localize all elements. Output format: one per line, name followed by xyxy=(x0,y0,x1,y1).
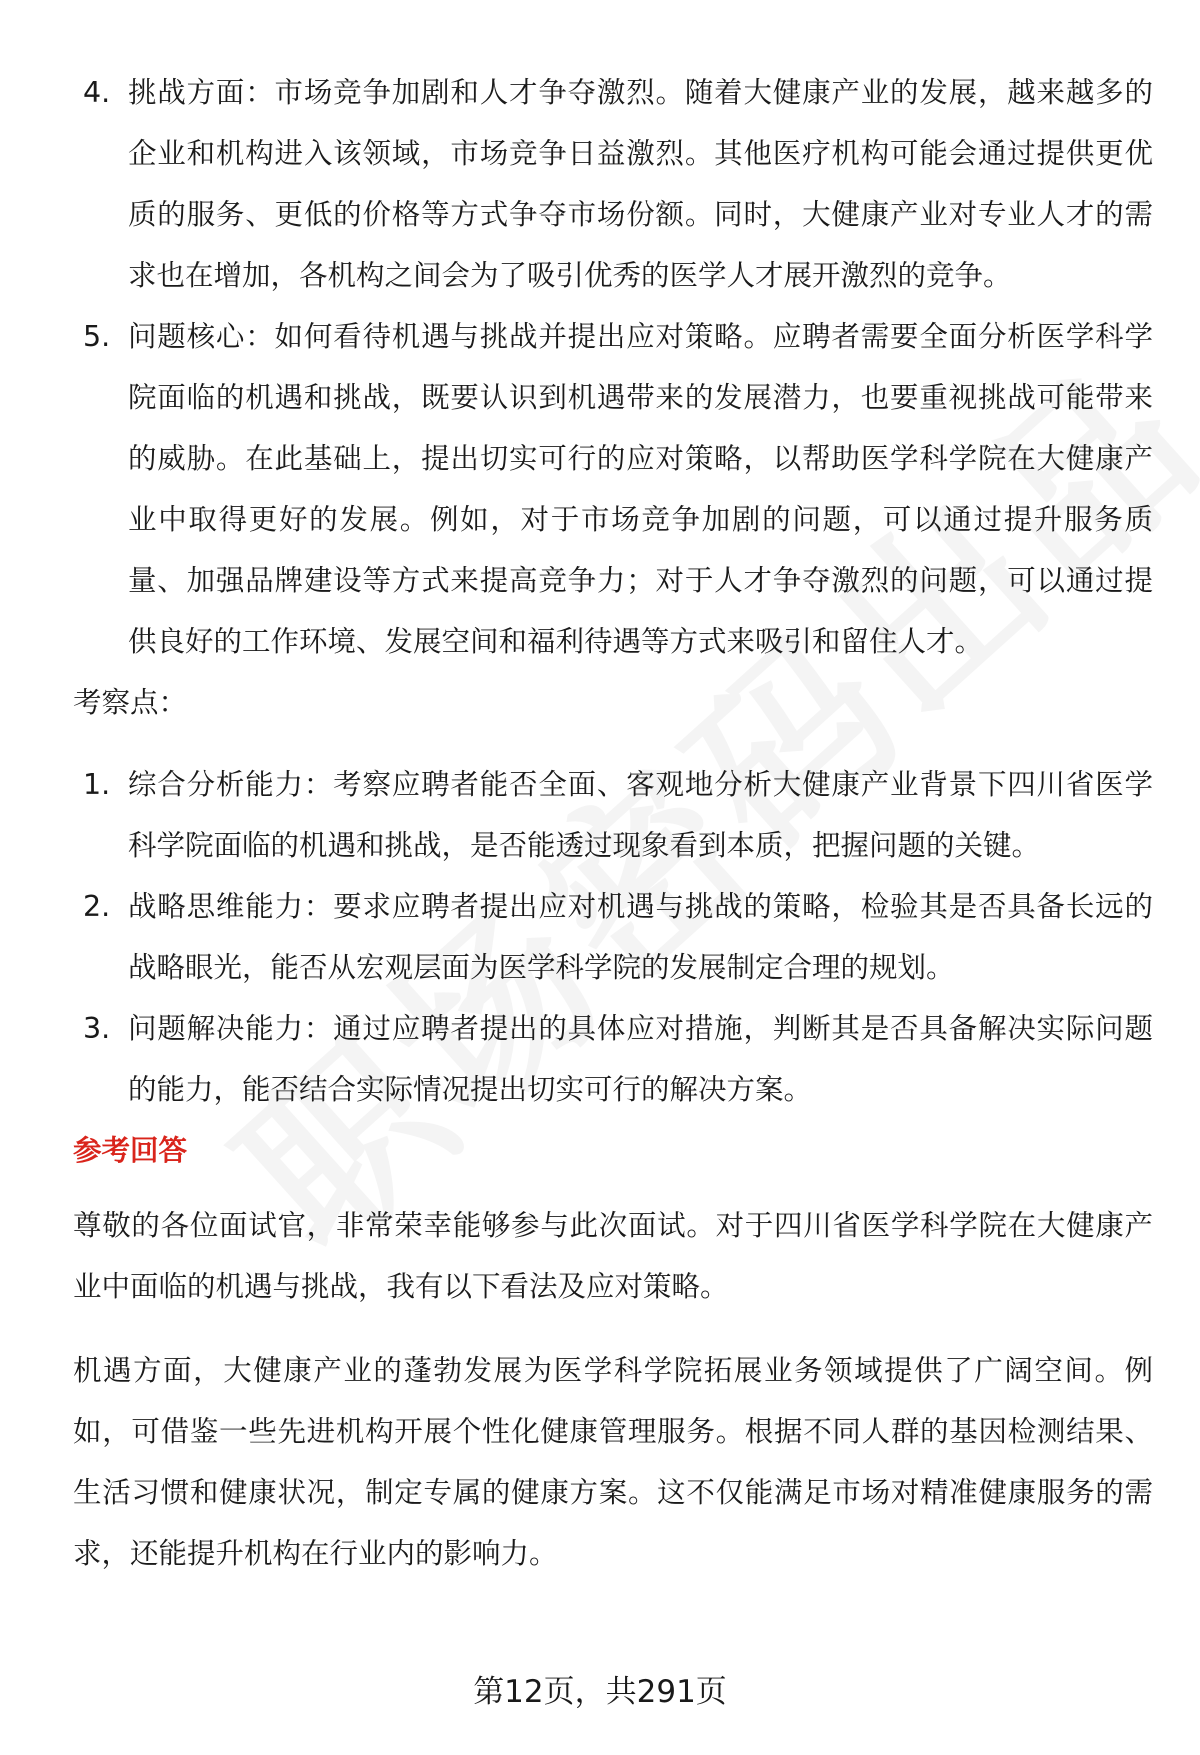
list-item-text: 挑战方面：市场竞争加剧和人才争夺激烈。随着大健康产业的发展，越来越多的企业和机构进入该领域，市场竞争日益激烈。其他医疗机构可能会通过提供更优质的服务、更低的价格等方式争夺市场份额。同时，大健康产业对专业人才的需求也在增加，各机构之间会为了吸引优秀的医学人才展开激烈的竞争。 xyxy=(128,76,1153,292)
list-item-number: 4. xyxy=(83,76,111,109)
list-item-text: 战略思维能力：要求应聘者提出应对机遇与挑战的策略，检验其是否具备长远的战略眼光，能否从宏观层面为医学科学院的发展制定合理的规划。 xyxy=(128,890,1153,984)
list-item xyxy=(73,876,1153,998)
list-item-text: 问题解决能力：通过应聘者提出的具体应对措施，判断其是否具备解决实际问题的能力，能否结合实际情况提出切实可行的解决方案。 xyxy=(128,1012,1153,1106)
page-number: 第12页，共291页 xyxy=(473,1674,727,1710)
reference-paragraph: 尊敬的各位面试官，非常荣幸能够参与此次面试。对于四川省医学科学院在大健康产业中面临的机遇与挑战，我有以下看法及应对策略。 xyxy=(73,1209,1153,1303)
reference-paragraph: 机遇方面，大健康产业的蓬勃发展为医学科学院拓展业务领域提供了广阔空间。例如，可借鉴一些先进机构开展个性化健康管理服务。根据不同人群的基因检测结果、生活习惯和健康状况，制定专属的健康方案。这不仅能满足市场对精准健康服务的需求，还能提升机构在行业内的影响力。 xyxy=(73,1354,1153,1570)
list-item xyxy=(73,306,1153,672)
kaochadian-heading: 考察点： xyxy=(73,686,188,719)
list-item xyxy=(73,62,1153,306)
list-item-text: 综合分析能力：考察应聘者能否全面、客观地分析大健康产业背景下四川省医学科学院面临的机遇和挑战，是否能透过现象看到本质，把握问题的关键。 xyxy=(128,768,1153,862)
list-item xyxy=(73,754,1153,876)
kaochadian-list xyxy=(73,754,1153,1120)
page-content xyxy=(73,62,1153,1607)
list-item-text: 问题核心：如何看待机遇与挑战并提出应对策略。应聘者需要全面分析医学科学院面临的机遇和挑战，既要认识到机遇带来的发展潜力，也要重视挑战可能带来的威胁。在此基础上，提出切实可行的应对策略，以帮助医学科学院在大健康产业中取得更好的发展。例如，对于市场竞争加剧的问题，可以通过提升服务质量、加强品牌建设等方式来提高竞争力；对于人才争夺激烈的问题，可以通过提供良好的工作环境、发展空间和福利待遇等方式来吸引和留住人才。 xyxy=(128,320,1153,658)
list-item-number: 1. xyxy=(83,768,111,801)
analysis-list xyxy=(73,62,1153,672)
list-item-number: 3. xyxy=(83,1012,111,1045)
list-item-number: 5. xyxy=(83,320,111,353)
reference-answer-title: 参考回答 xyxy=(73,1134,188,1167)
list-item xyxy=(73,998,1153,1120)
list-item-number: 2. xyxy=(83,890,111,923)
